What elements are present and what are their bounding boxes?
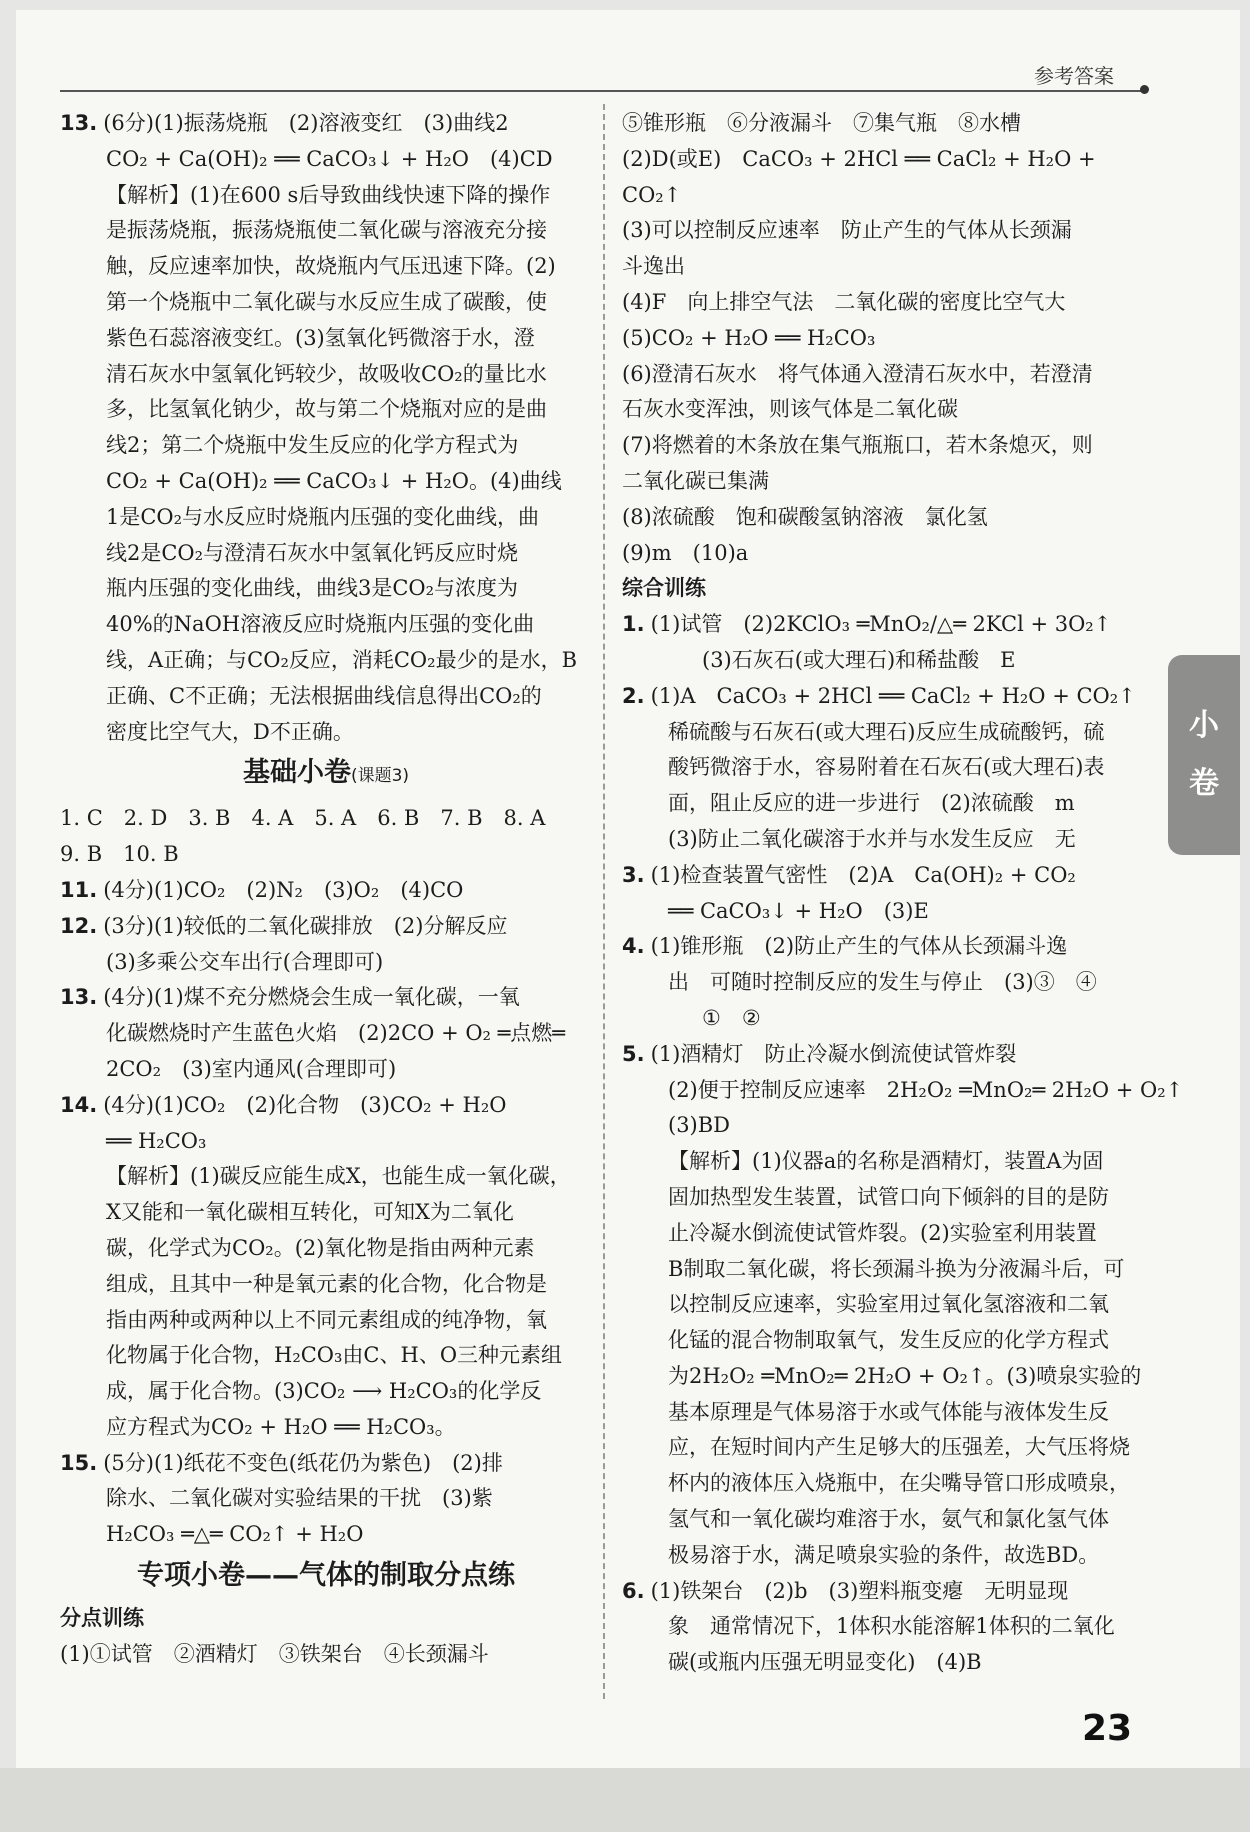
answer-text: 正确、C不正确；无法根据曲线信息得出CO₂的 [106,683,542,708]
tab-char: 小 [1189,708,1219,743]
answer-text: (3)多乘公交车出行(合理即可) [106,949,384,974]
answer-line [622,142,1162,178]
answer-line [622,500,1162,536]
answer-line [622,321,1162,357]
answer-text: (5分)(1)纸花不变色(纸花仍为紫色) (2)排 [103,1450,503,1475]
subsection-title: 综合训练 [622,576,706,601]
answer-text: CO₂ + Ca(OH)₂ ══ CaCO₃↓ + H₂O。(4)曲线 [106,468,562,493]
answer-line [622,1037,1162,1073]
answer-line [60,643,592,679]
tab-char: 卷 [1189,766,1219,801]
answer-text: (1)试管 (2)2KClO₃ ═MnO₂/△═ 2KCl + 3O₂↑ [650,612,1112,637]
answer-line [60,1016,592,1052]
answer-line [60,837,592,873]
column-divider [603,104,605,1699]
answer-text: 瓶内压强的变化曲线，曲线3是CO₂与浓度为 [106,576,519,601]
answer-text: 化锰的混合物制取氧气，发生反应的化学方程式 [668,1328,1109,1353]
answer-line [622,750,1162,786]
answer-line [622,1395,1162,1431]
section-title-text: 专项小卷——气体的制取分点练 [137,1560,515,1592]
answer-line [60,679,592,715]
answer-line [622,1108,1162,1144]
answer-line [60,1410,592,1446]
answer-line [622,1287,1162,1323]
answer-text: (1)锥形瓶 (2)防止产生的气体从长颈漏斗逸 [650,934,1068,959]
question-number: 2. [622,683,645,708]
answer-text: ① ② [702,1005,761,1030]
answer-text: (7)将燃着的木条放在集气瓶瓶口，若木条熄灭，则 [622,433,1093,458]
answer-line [60,500,592,536]
answer-text: 9. B 10. B [60,842,179,867]
answer-line [60,1303,592,1339]
answer-line [622,536,1162,572]
answer-text: (4)F 向上排空气法 二氧化碳的密度比空气大 [622,289,1066,314]
question-number: 1. [622,612,645,637]
answer-text: ══ H₂CO₃ [106,1128,207,1153]
answer-text: 碳，化学式为CO₂。(2)氧化物是指由两种元素 [106,1235,535,1260]
answer-line [60,607,592,643]
answer-line [622,858,1162,894]
answer-text: CO₂↑ [622,182,682,207]
answer-text: 以控制反应速率，实验室用过氧化氢溶液和二氧 [668,1292,1109,1317]
answer-text: (1)A CaCO₃ + 2HCl ══ CaCl₂ + H₂O + CO₂↑ [650,683,1136,708]
answer-line [60,249,592,285]
answer-text: 【解析】(1)在600 s后导致曲线快速下降的操作 [106,182,551,207]
answer-line [622,357,1162,393]
answer-line [60,980,592,1016]
answer-text: (4分)(1)CO₂ (2)化合物 (3)CO₂ + H₂O [103,1092,507,1117]
answer-text: 为2H₂O₂ ═MnO₂═ 2H₂O + O₂↑。(3)喷泉实验的 [668,1363,1142,1388]
answer-text: 极易溶于水，满足喷泉实验的条件，故选BD。 [668,1542,1100,1567]
answer-line [622,1180,1162,1216]
answer-line [60,1052,592,1088]
answer-text: ══ CaCO₃↓ + H₂O (3)E [668,898,929,923]
answer-line [60,1231,592,1267]
answer-text: ⑤锥形瓶 ⑥分液漏斗 ⑦集气瓶 ⑧水槽 [622,111,1021,135]
answer-text: CO₂ + Ca(OH)₂ ══ CaCO₃↓ + H₂O (4)CD [106,146,553,171]
answer-text: 化物属于化合物，H₂CO₃由C、H、O三种元素组 [106,1343,563,1368]
answer-line [60,1517,592,1553]
answer-line [622,965,1162,1001]
answer-line [622,607,1162,643]
answer-text: 第一个烧瓶中二氧化碳与水反应生成了碳酸，使 [106,289,547,314]
answer-text: (4分)(1)CO₂ (2)N₂ (3)O₂ (4)CO [103,877,464,902]
answer-line [622,786,1162,822]
answer-line [60,909,592,945]
answer-line [60,428,592,464]
question-number: 5. [622,1041,645,1066]
answer-line [60,1159,592,1195]
answer-text: (6)澄清石灰水 将气体通入澄清石灰水中，若澄清 [622,361,1093,386]
answer-line [622,1359,1162,1395]
header-label: 参考答案 [1034,64,1114,88]
answer-text: (2)D(或E) CaCO₃ + 2HCl ══ CaCl₂ + H₂O + [622,146,1096,171]
left-column [60,106,592,1673]
answer-line [622,285,1162,321]
answer-text: 清石灰水中氢氧化钙较少，故吸收CO₂的量比水 [106,361,547,386]
answer-line [622,1609,1162,1645]
section-title [60,752,592,797]
answer-line [622,392,1162,428]
answer-line [60,1267,592,1303]
answer-line [622,1323,1162,1359]
answer-text: (3)防止二氧化碳溶于水并与水发生反应 无 [668,826,1076,851]
answer-text: B制取二氧化碳，将长颈漏斗换为分液漏斗后，可 [668,1256,1125,1281]
answer-text: 化碳燃烧时产生蓝色火焰 (2)2CO + O₂ ═点燃═ [106,1021,565,1046]
answer-text: (5)CO₂ + H₂O ══ H₂CO₃ [622,325,876,350]
answer-line [60,801,592,837]
answer-text: 1是CO₂与水反应时烧瓶内压强的变化曲线，曲 [106,504,540,529]
answer-text: (1)铁架台 (2)b (3)塑料瓶变瘪 无明显现 [650,1578,1069,1603]
answer-text: 【解析】(1)仪器a的名称是酒精灯，装置A为固 [668,1149,1104,1174]
answer-text: 应方程式为CO₂ + H₂O ══ H₂CO₃。 [106,1414,456,1439]
section-title-text: 基础小卷 [242,757,351,789]
answer-line [622,106,1162,142]
answer-text: 线2；第二个烧瓶中发生反应的化学方程式为 [106,433,519,458]
answer-line [60,178,592,214]
answer-text: 1. C 2. D 3. B 4. A 5. A 6. B 7. B 8. A [60,806,546,831]
answer-text: 氢气和一氧化碳均难溶于水，氨气和氯化氢气体 [668,1507,1109,1532]
answer-line [622,643,1162,679]
answer-line [60,1446,592,1482]
answer-line [60,1338,592,1374]
right-column [622,106,1184,1681]
answer-text: (1)①试管 ②酒精灯 ③铁架台 ④长颈漏斗 [60,1641,489,1666]
answer-line [622,929,1162,965]
answer-text: 面，阻止反应的进一步进行 (2)浓硫酸 m [668,791,1075,816]
section-tab [1168,655,1240,855]
answer-line [60,142,592,178]
answer-text: (3分)(1)较低的二氧化碳排放 (2)分解反应 [103,913,508,938]
answer-text: 应，在短时间内产生足够大的压强差，大气压将烧 [668,1435,1130,1460]
page-number: 23 [1082,1708,1133,1749]
answer-text: 石灰水变浑浊，则该气体是二氧化碳 [622,397,958,422]
section-title [60,1555,592,1597]
subsection-title: 分点训练 [60,1606,144,1631]
answer-line [60,1481,592,1517]
answer-line [60,213,592,249]
header-dot [1140,85,1149,94]
answer-line [622,1645,1162,1681]
answer-line [622,213,1162,249]
answer-text: 酸钙微溶于水，容易附着在石灰石(或大理石)表 [668,755,1105,780]
answer-line [60,1374,592,1410]
answer-line [60,464,592,500]
answer-text: 成，属于化合物。(3)CO₂ ⟶ H₂CO₃的化学反 [106,1379,542,1404]
answer-text: (3)石灰石(或大理石)和稀盐酸 E [702,647,1016,672]
answer-text: (2)便于控制反应速率 2H₂O₂ ═MnO₂═ 2H₂O + O₂↑ [668,1077,1184,1102]
header-rule [60,90,1146,92]
question-number: 6. [622,1578,645,1603]
answer-line [622,1574,1162,1610]
answer-text: (3)BD [668,1113,731,1138]
answer-line [622,1466,1162,1502]
answer-text: (3)可以控制反应速率 防止产生的气体从长颈漏 [622,218,1072,243]
answer-text: 线，A正确；与CO₂反应，消耗CO₂最少的是水，B [106,647,578,672]
question-number: 12. [60,913,98,938]
answer-line [60,1637,592,1673]
answer-line [60,715,592,751]
answer-line [60,321,592,357]
answer-line [60,1124,592,1160]
answer-line [622,1144,1162,1180]
question-number: 13. [60,985,98,1010]
question-number: 14. [60,1092,98,1117]
answer-text: 组成，且其中一种是氧元素的化合物，化合物是 [106,1271,547,1296]
answer-line [60,536,592,572]
answer-line [622,1073,1184,1109]
answer-text: 指由两种或两种以上不同元素组成的纯净物，氧 [106,1307,547,1332]
answer-text: 杯内的液体压入烧瓶中，在尖嘴导管口形成喷泉， [668,1471,1130,1496]
answer-text: 固加热型发生装置，试管口向下倾斜的目的是防 [668,1184,1109,1209]
answer-text: H₂CO₃ ═△═ CO₂↑ + H₂O [106,1522,364,1547]
answer-text: 40%的NaOH溶液反应时烧瓶内压强的变化曲 [106,612,535,637]
answer-line [60,357,592,393]
answer-line [622,679,1162,715]
answer-text: 除水、二氧化碳对实验结果的干扰 (3)紫 [106,1486,493,1511]
answer-text: (1)检查装置气密性 (2)A Ca(OH)₂ + CO₂ [650,862,1076,887]
answer-text: 二氧化碳已集满 [622,468,769,493]
answer-text: (4分)(1)煤不充分燃烧会生成一氧化碳，一氧 [103,985,520,1010]
question-number: 15. [60,1450,98,1475]
answer-text: 线2是CO₂与澄清石灰水中氢氧化钙反应时烧 [106,540,519,565]
answer-line [622,1502,1162,1538]
answer-text: (9)m (10)a [622,540,749,565]
question-number: 11. [60,877,98,902]
answer-text: 象 通常情况下，1体积水能溶解1体积的二氧化 [668,1614,1115,1639]
answer-line [60,392,592,428]
answer-line [622,1001,1162,1037]
answer-text: 斗逸出 [622,254,685,279]
answer-line [60,285,592,321]
answer-text: 止冷凝水倒流使试管炸裂。(2)实验室利用装置 [668,1220,1097,1245]
answer-line [622,178,1162,214]
answer-text: 多，比氢氧化钠少，故与第二个烧瓶对应的是曲 [106,397,547,422]
answer-text: 碳(或瓶内压强无明显变化) (4)B [668,1650,982,1675]
answer-line [622,822,1162,858]
answer-text: 出 可随时控制反应的发生与停止 (3)③ ④ [668,970,1097,995]
answer-line [622,428,1162,464]
answer-text: 是振荡烧瓶，振荡烧瓶使二氧化碳与溶液充分接 [106,218,547,243]
answer-line [60,873,592,909]
question-number: 3. [622,862,645,887]
answer-line [622,715,1162,751]
answer-line [60,571,592,607]
answer-text: 紫色石蕊溶液变红。(3)氢氧化钙微溶于水，澄 [106,325,535,350]
bottom-band [0,1768,1250,1832]
answer-line [60,1195,592,1231]
answer-line [60,945,592,981]
answer-text: 【解析】(1)碳反应能生成X，也能生成一氧化碳， [106,1164,571,1189]
answer-line [622,1430,1162,1466]
answer-line [622,464,1162,500]
question-number: 13. [60,111,98,135]
answer-text: 密度比空气大，D不正确。 [106,719,354,744]
answer-line [622,1252,1162,1288]
answer-line [622,894,1162,930]
answer-text: (1)酒精灯 防止冷凝水倒流使试管炸裂 [650,1041,1017,1066]
answer-line [60,1088,592,1124]
answer-line [60,106,592,142]
answer-text: 稀硫酸与石灰石(或大理石)反应生成硫酸钙，硫 [668,719,1105,744]
question-number: 4. [622,934,645,959]
answer-line [622,1538,1162,1574]
answer-text: (8)浓硫酸 饱和碳酸氢钠溶液 氯化氢 [622,504,988,529]
answer-text: 触，反应速率加快，故烧瓶内气压迅速下降。(2) [106,254,556,279]
answer-text: 2CO₂ (3)室内通风(合理即可) [106,1056,397,1081]
section-title-sub: (课题3) [350,766,410,787]
answer-text: X又能和一氧化碳相互转化，可知X为二氧化 [106,1200,514,1225]
answer-text: 基本原理是气体易溶于水或气体能与液体发生反 [668,1399,1109,1424]
answer-line [622,1216,1162,1252]
answer-text: (6分)(1)振荡烧瓶 (2)溶液变红 (3)曲线2 [103,111,509,135]
answer-line [622,249,1162,285]
